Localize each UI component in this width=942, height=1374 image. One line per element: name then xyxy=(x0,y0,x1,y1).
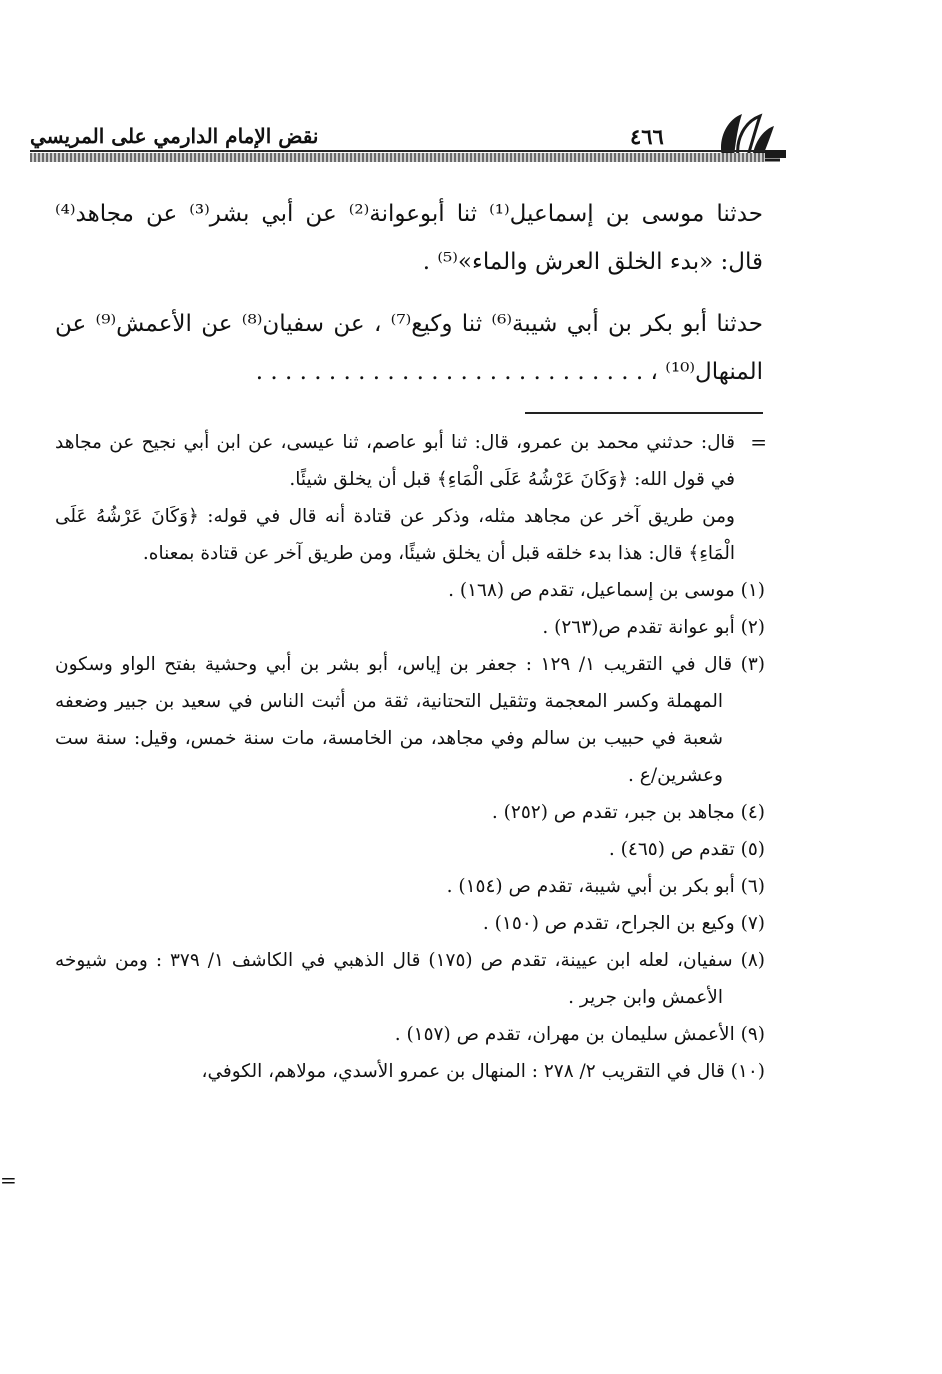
footnote-2: (٢) أبو عوانة تقدم ص(٢٦٣) . xyxy=(542,617,765,638)
main-paragraph-1: حدثنا موسى بن إسماعيل⁽¹⁾ ثنا أبوعوانة⁽²⁾ عن أبي بشر⁽³⁾ عن مجاهد⁽⁴⁾ قال: «بدء الخلق العرش والماء»⁽⁵⁾ . xyxy=(55,201,763,275)
book-title: نقض الإمام الدارمي على المريسي xyxy=(30,124,319,148)
page-end-continuation-mark: = xyxy=(0,1168,17,1192)
footnote-10: (١٠) قال في التقريب ٢/ ٢٧٨ : المنهال بن عمرو الأسدي، مولاهم، الكوفي، xyxy=(201,1061,765,1082)
continuation-mark: = xyxy=(750,430,767,454)
footnote-8: (٨) سفيان، لعله ابن عيينة، تقدم ص (١٧٥) قال الذهبي في الكاشف ١/ ٣٧٩ : ومن شيوخه الأعمش وابن جرير . xyxy=(55,950,765,1008)
footnote-9: (٩) الأعمش سليمان بن مهران، تقدم ص (١٥٧) . xyxy=(394,1024,765,1045)
footnote-7: (٧) وكيع بن الجراح، تقدم ص (١٥٠) . xyxy=(482,913,765,934)
footnote-continuation-1: قال: حدثني محمد بن عمرو، قال: ثنا أبو عاصم، ثنا عيسى، عن ابن أبي نجيح عن مجاهد في قول الله: ﴿وَكَانَ عَرْشُهُ عَلَى الْمَاءِ﴾ قبل أن يخلق شيئًا. xyxy=(55,432,735,490)
header-hatched-band xyxy=(30,153,765,162)
footnotes xyxy=(55,424,765,1090)
footnote-5: (٥) تقدم ص (٤٦٥) . xyxy=(608,839,765,860)
ellipsis-dots: . . . . . . . . . . . . . . . . . . . . . . . . . . . xyxy=(255,359,644,385)
footnote-1: (١) موسى بن إسماعيل، تقدم ص (١٦٨) . xyxy=(448,580,765,601)
footnote-6: (٦) أبو بكر بن أبي شيبة، تقدم ص (١٥٤) . xyxy=(446,876,765,897)
main-paragraph-2-text: حدثنا أبو بكر بن أبي شيبة⁽⁶⁾ ثنا وكيع⁽⁷⁾ ، عن سفيان⁽⁸⁾ عن الأعمش⁽⁹⁾ عن المنهال⁽¹⁰⁾ ، xyxy=(55,311,763,385)
footnote-3: (٣) قال في التقريب ١/ ١٢٩ : جعفر بن إياس، أبو بشر بن أبي وحشية بفتح الواو وسكون المهملة وكسر المعجمة وتثقيل التحتانية، ثقة من أثبت الناس في سعيد بن جبير وضعفه شعبة في حبيب بن سالم وفي مجاهد، من الخامسة، مات سنة خمس، وقيل: سنة ست وعشرين/ع . xyxy=(55,654,765,786)
main-text xyxy=(55,190,763,410)
footnote-continuation-2: ومن طريق آخر عن مجاهد مثله، وذكر عن قتادة أنه قال في قوله: ﴿وَكَانَ عَرْشُهُ عَلَى الْمَاءِ﴾ قال: هذا بدء خلقه قبل أن يخلق شيئًا، ومن طريق آخر عن قتادة بمعناه. xyxy=(55,506,735,564)
header-rule xyxy=(30,150,765,152)
footnote-4: (٤) مجاهد بن جبر، تقدم ص (٢٥٢) . xyxy=(491,802,765,823)
footnote-separator xyxy=(525,412,763,414)
main-paragraph-2 xyxy=(55,300,763,396)
page-number: ٤٦٦ xyxy=(630,124,664,149)
